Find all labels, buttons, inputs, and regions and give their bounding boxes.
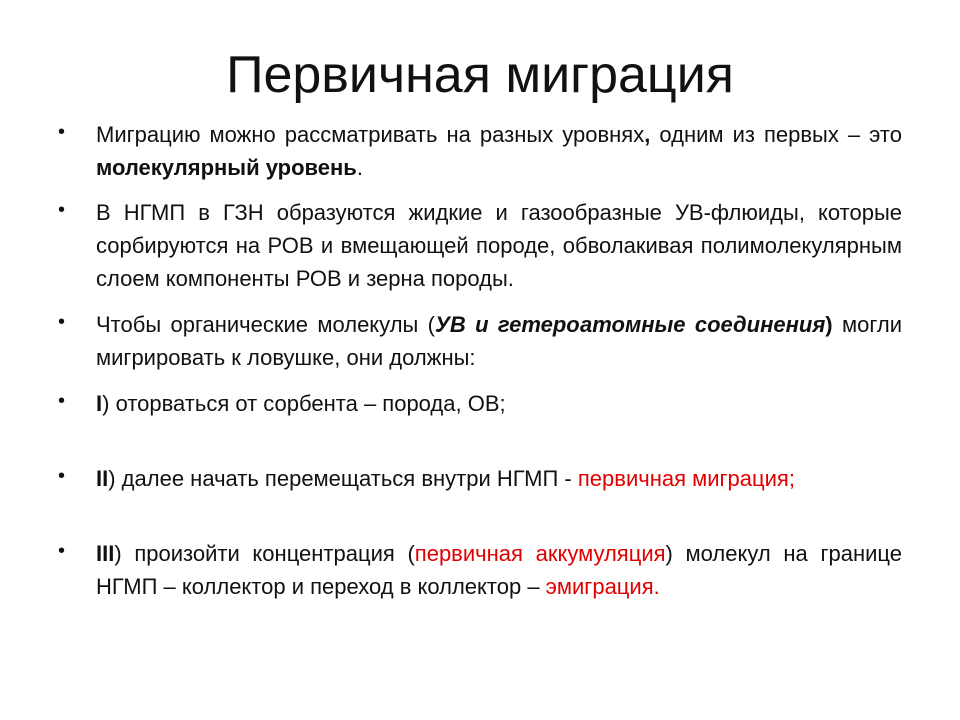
bullet-text: Чтобы органические молекулы ( xyxy=(96,312,436,337)
bullet-item-2 xyxy=(52,196,902,295)
roman-numeral: I xyxy=(96,391,103,416)
bullet-bold-italic-text: УВ и гетероатомные соединения xyxy=(435,312,826,337)
bullet-dot-icon: • xyxy=(58,121,66,143)
bullet-text: . xyxy=(356,155,363,180)
bullet-text: В НГМП в ГЗН образуются жидкие и газообразные УВ-флюиды, которые сорбируются на РОВ и вмещающей породе, обволакивая полимолекулярным слоем компоненты РОВ и зерна породы. xyxy=(96,200,902,291)
bullet-item-4 xyxy=(52,387,902,420)
bullet-dot-icon: • xyxy=(58,465,66,487)
highlight-term: первичная аккумуляция xyxy=(414,541,666,566)
highlight-term: эмиграция. xyxy=(545,574,660,599)
bullet-text: ) оторваться от сорбента – порода, ОВ; xyxy=(102,391,506,416)
roman-numeral: III xyxy=(96,541,115,566)
bullet-list xyxy=(52,118,902,603)
bullet-item-1 xyxy=(52,118,902,184)
bullet-text: ) молекул на границе НГМП – коллектор и переход в коллектор – xyxy=(96,541,902,599)
bullet-text: одним из первых – это xyxy=(650,122,902,147)
bullet-dot-icon: • xyxy=(58,390,66,412)
bullet-text: ) далее начать перемещаться внутри НГМП - xyxy=(108,466,578,491)
bullet-bold-text: молекулярный уровень xyxy=(96,155,357,180)
bullet-text: могли мигрировать к ловушке, они должны: xyxy=(96,312,902,370)
roman-numeral: II xyxy=(96,466,109,491)
bullet-item-6 xyxy=(52,537,902,603)
bullet-bold-paren: ) xyxy=(825,312,833,337)
bullet-dot-icon: • xyxy=(58,311,66,333)
bullet-item-5 xyxy=(52,462,902,495)
bullet-bold-comma: , xyxy=(644,122,651,147)
bullet-item-3 xyxy=(52,308,902,374)
bullet-text: ) произойти концентрация ( xyxy=(114,541,415,566)
highlight-term: первичная миграция; xyxy=(577,466,795,491)
bullet-text: Миграцию можно рассматривать на разных уровнях xyxy=(96,122,645,147)
slide-title: Первичная миграция xyxy=(226,46,734,104)
bullet-dot-icon: • xyxy=(58,199,66,221)
bullet-dot-icon: • xyxy=(58,540,66,562)
